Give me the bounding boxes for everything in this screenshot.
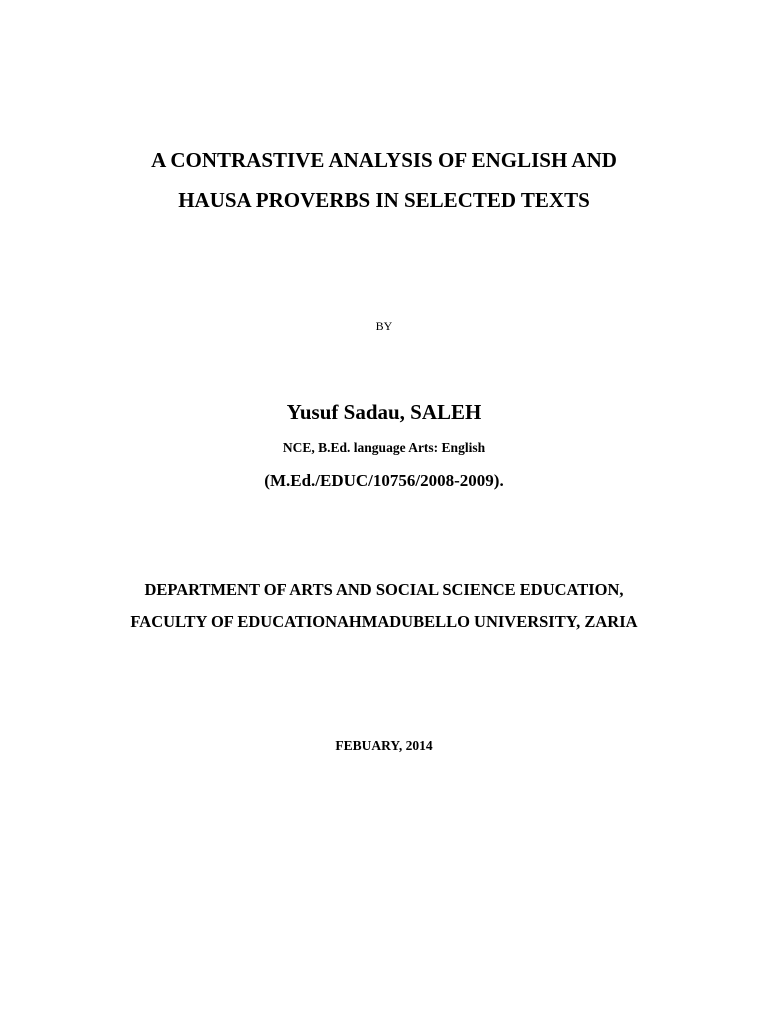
thesis-title-line-2: HAUSA PROVERBS IN SELECTED TEXTS — [178, 188, 590, 212]
by-label: BY — [375, 319, 393, 333]
department-line: DEPARTMENT OF ARTS AND SOCIAL SCIENCE EDUCATION, — [144, 580, 624, 599]
faculty-university-line: FACULTY OF EDUCATIONAHMADUBELLO UNIVERSITY, ZARIA — [130, 612, 638, 631]
author-name: Yusuf Sadau, SALEH — [286, 400, 482, 424]
registration-number: (M.Ed./EDUC/10756/2008-2009). — [264, 471, 504, 490]
submission-date: FEBUARY, 2014 — [335, 738, 433, 753]
thesis-title-line-1: A CONTRASTIVE ANALYSIS OF ENGLISH AND — [151, 148, 617, 172]
author-degrees: NCE, B.Ed. language Arts: English — [282, 440, 486, 455]
